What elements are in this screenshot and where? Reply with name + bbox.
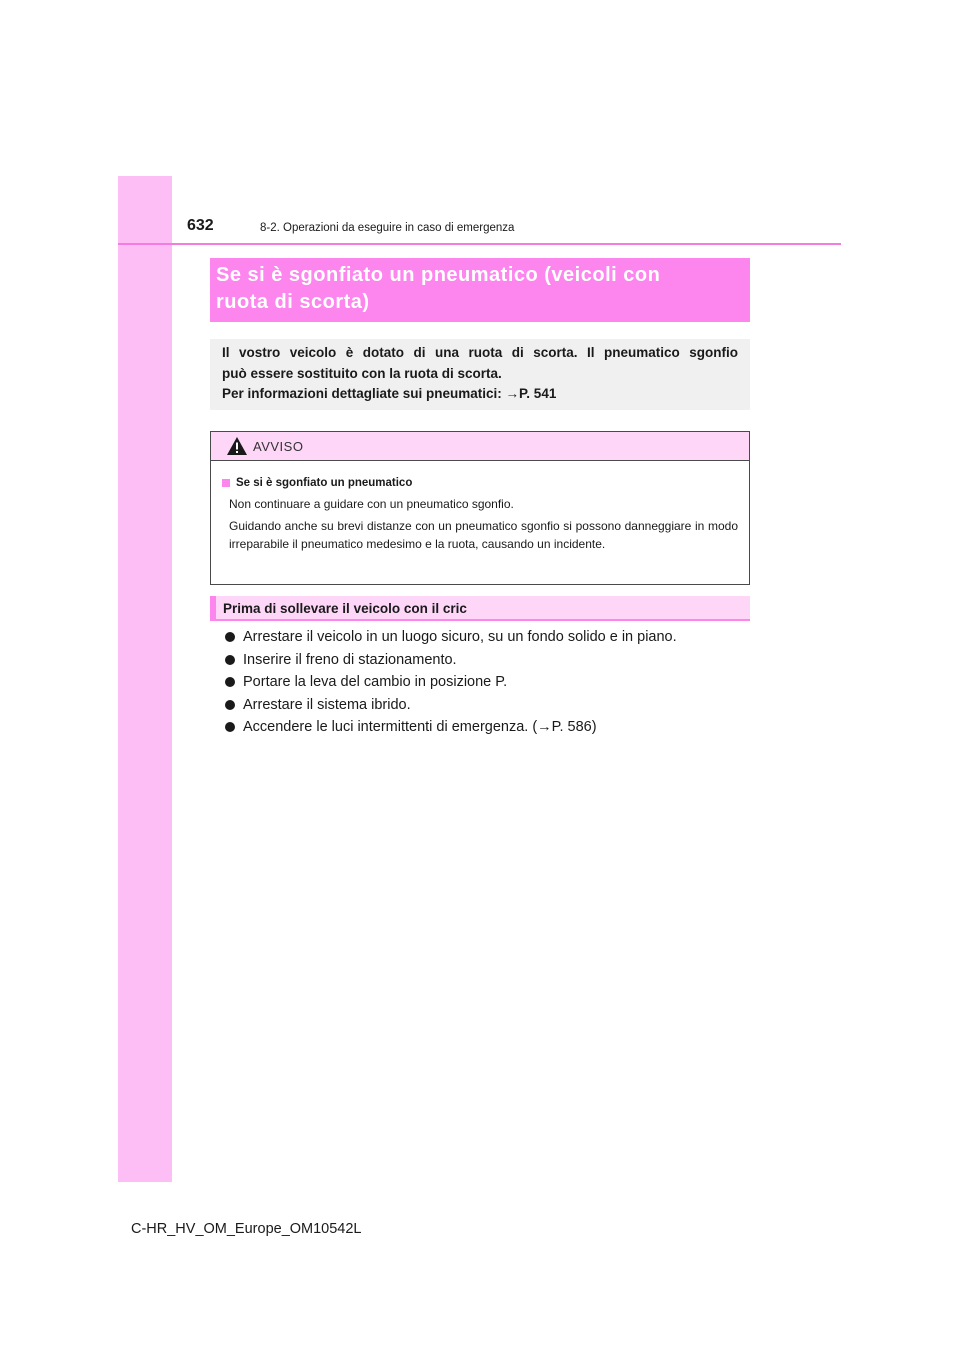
sub-heading-bar	[210, 596, 216, 619]
bullet-dot-icon	[225, 700, 235, 710]
list-item	[225, 716, 677, 739]
footer-document-code: C-HR_HV_OM_Europe_OM10542L	[131, 1221, 362, 1237]
bullet-dot-icon	[225, 677, 235, 687]
bullet-dot-icon	[225, 722, 235, 732]
warning-body	[211, 461, 749, 553]
list-item	[225, 649, 677, 672]
list-item-text: Portare la leva del cambio in posizione P.	[243, 674, 508, 690]
intro-box	[210, 339, 750, 410]
warning-header	[211, 432, 749, 461]
title-box	[210, 258, 750, 322]
list-item-text: Inserire il freno di stazionamento.	[243, 651, 457, 668]
warning-paragraph-1: Non continuare a guidare con un pneumatico sgonfio.	[229, 497, 514, 511]
list-item-text: Arrestare il veicolo in un luogo sicuro, su un fondo solido e in piano.	[243, 629, 677, 645]
warning-paragraph-2: Guidando anche su brevi distanze con un pneumatico sgonfio si possono danneggiare in modo irreparabile il pneumatico medesimo e la ruota, causando un incidente.	[229, 519, 738, 551]
page-number: 632	[187, 217, 214, 234]
warning-triangle-icon	[226, 436, 248, 456]
warning-box	[210, 431, 750, 585]
side-tab-strip	[118, 176, 172, 1182]
list-item	[225, 626, 677, 649]
section-header: 8-2. Operazioni da eseguire in caso di emergenza	[260, 222, 515, 234]
bullet-list	[225, 626, 677, 739]
title-line-1: Se si è sgonfiato un pneumatico (veicoli con	[216, 264, 661, 286]
list-item	[225, 671, 677, 694]
warning-subheading	[222, 474, 738, 492]
square-bullet-icon	[222, 479, 230, 487]
intro-line-3: Per informazioni dettagliate sui pneumatici: →P. 541	[222, 386, 557, 401]
title-line-2: ruota di scorta)	[216, 291, 370, 313]
sub-heading-text: Prima di sollevare il veicolo con il cric	[223, 601, 467, 616]
warning-subheading-text: Se si è sgonfiato un pneumatico	[236, 477, 413, 489]
list-item	[225, 694, 677, 717]
intro-line-1: Il vostro veicolo è dotato di una ruota di scorta. Il pneumatico sgonfio	[222, 345, 738, 360]
header-rule	[118, 243, 841, 245]
sub-heading	[210, 596, 750, 621]
warning-title: AVVISO	[253, 439, 304, 454]
intro-line-2: può essere sostituito con la ruota di scorta.	[222, 365, 502, 381]
list-item-text: Arrestare il sistema ibrido.	[243, 696, 411, 713]
bullet-dot-icon	[225, 632, 235, 642]
bullet-dot-icon	[225, 655, 235, 665]
list-item-text: Accendere le luci intermittenti di emergenza. (→P. 586)	[243, 719, 597, 735]
